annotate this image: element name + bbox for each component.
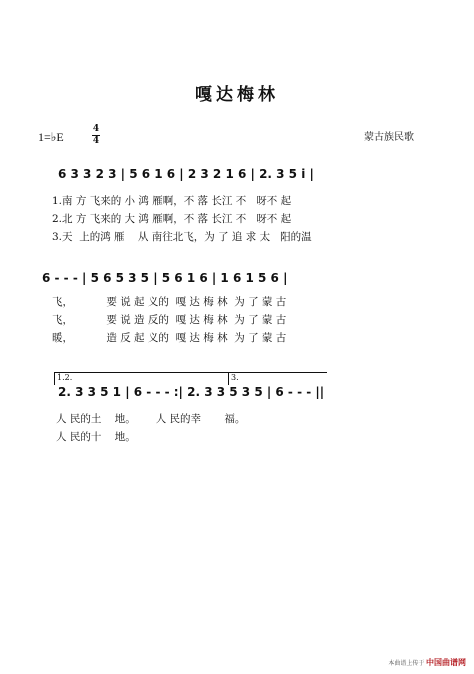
system-2-lyrics — [52, 294, 412, 345]
system-3-lyrics — [56, 411, 416, 444]
notes-line: 6 3 3 2 3 | 5 6 1 6 | 2 3 2 1 6 | 2. 3 5 i | — [58, 167, 314, 181]
time-signature — [92, 125, 100, 146]
system-2 — [42, 271, 402, 285]
site-watermark — [388, 657, 466, 668]
lyric-line: 人 民的十 地。 — [56, 431, 136, 443]
lyric-line: 暖， 造 反 起 义的 嘎 达 梅 林 为 了 蒙 古 — [52, 332, 287, 344]
volta-1: 1.2. — [54, 372, 229, 385]
watermark-logo: 中国曲谱网 — [426, 658, 466, 667]
lyric-line: 1.南 方 飞来的 小 鸿 雁啊，不 落 长江 不 呀不 起 — [52, 195, 292, 207]
notes-line: 6 - - - | 5 6 5 3 5 | 5 6 1 6 | 1 6 1 5 6 | — [42, 271, 288, 285]
song-title: 嘎达梅林 — [195, 85, 279, 105]
system-1 — [58, 167, 418, 181]
watermark-text: 本曲谱上传于 — [388, 661, 425, 667]
lyric-line: 3.天 上的鸿 雁 从 南往北飞，为 了 追 求 太 阳的温 — [52, 231, 312, 243]
notes-line: 2. 3 3 5 1 | 6 - - - :| 2. 3 3 5 3 5 | 6 - - - || — [58, 385, 325, 399]
lyric-line: 飞， 要 说 起 义的 嘎 达 梅 林 为 了 蒙 古 — [52, 296, 287, 308]
time-top: 4 — [92, 124, 100, 134]
time-bottom: 4 — [92, 136, 100, 146]
genre-label: 蒙古族民歌 — [364, 132, 414, 143]
lyric-line: 2.北 方 飞来的 大 鸿 雁啊，不 落 长江 不 呀不 起 — [52, 213, 292, 225]
system-3 — [58, 385, 418, 399]
lyric-line: 人 民的土 地。 人 民的幸 福。 — [56, 413, 246, 425]
volta-2: 3. — [228, 372, 327, 385]
lyric-line: 飞， 要 说 造 反的 嘎 达 梅 林 为 了 蒙 古 — [52, 314, 287, 326]
system-1-lyrics — [52, 193, 412, 244]
key-signature: 1=♭E — [38, 130, 64, 144]
